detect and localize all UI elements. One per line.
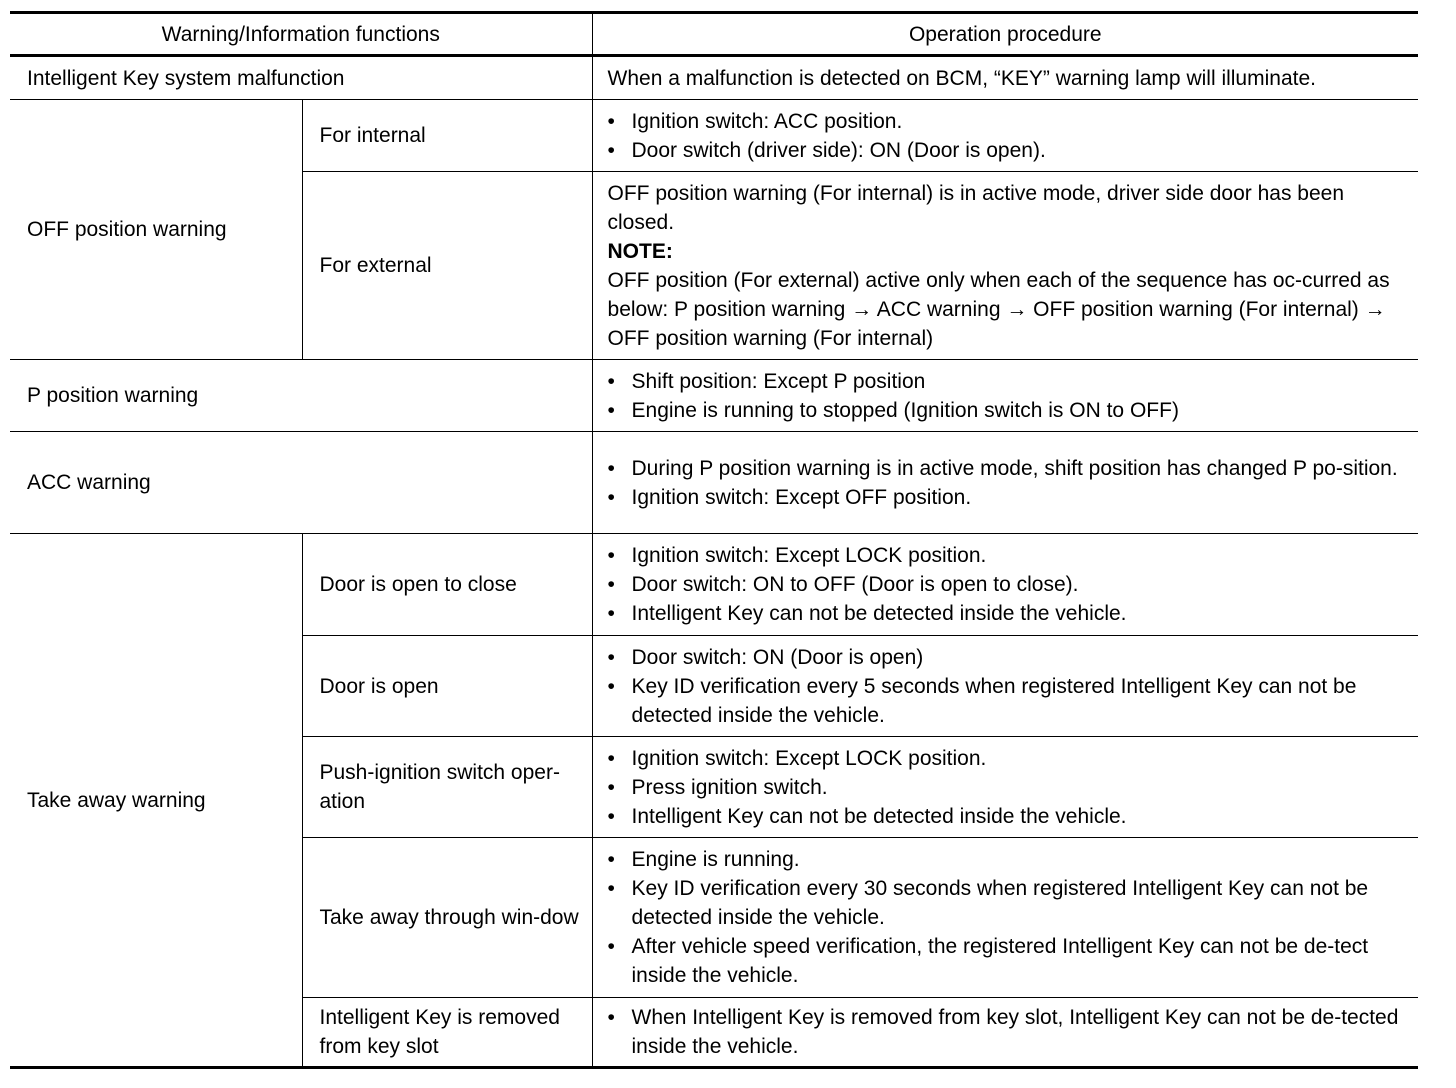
sub-function-label: Take away through win-dow bbox=[302, 838, 592, 998]
note-text: OFF position (For external) active only when each of the sequence has oc-curred as below: P position warning → ACC warning → OFF position warning (For internal) → OFF position warning (For internal) bbox=[607, 268, 1390, 350]
table-row bbox=[10, 360, 1418, 432]
list-item: • Ignition switch: ACC position. bbox=[608, 107, 1411, 136]
sub-function-label: For internal bbox=[302, 100, 592, 172]
header-procedure: Operation procedure bbox=[592, 13, 1418, 56]
sub-function-label: Door is open to close bbox=[302, 534, 592, 636]
procedure-text: OFF position warning (For internal) is in active mode, driver side door has been closed. bbox=[607, 181, 1345, 234]
sub-function-label: Intelligent Key is removed from key slot bbox=[302, 998, 592, 1068]
sub-function-label: For external bbox=[302, 172, 592, 360]
table-row bbox=[10, 100, 1418, 172]
procedure-list-cell bbox=[592, 432, 1418, 534]
list-item: • Intelligent Key can not be detected inside the vehicle. bbox=[608, 599, 1411, 628]
list-item: • Door switch: ON (Door is open) bbox=[608, 643, 1411, 672]
table-row bbox=[10, 534, 1418, 636]
list-item: • Intelligent Key can not be detected inside the vehicle. bbox=[608, 802, 1411, 831]
sub-function-label: Door is open bbox=[302, 636, 592, 737]
list-item: • Ignition switch: Except OFF position. bbox=[608, 483, 1411, 512]
warning-functions-table bbox=[10, 11, 1418, 1069]
function-label: ACC warning bbox=[10, 432, 592, 534]
procedure-list-cell bbox=[592, 360, 1418, 432]
list-item: • Door switch (driver side): ON (Door is open). bbox=[608, 136, 1411, 165]
list-item: • Engine is running to stopped (Ignition switch is ON to OFF) bbox=[608, 396, 1411, 425]
list-item: • Shift position: Except P position bbox=[608, 367, 1411, 396]
list-item: • During P position warning is in active mode, shift position has changed P po-sition. bbox=[608, 454, 1411, 483]
list-item: • After vehicle speed verification, the registered Intelligent Key can not be de-tect inside the vehicle. bbox=[608, 932, 1411, 990]
procedure-list-cell bbox=[592, 534, 1418, 636]
function-label: Take away warning bbox=[10, 534, 302, 1068]
function-label: Intelligent Key system malfunction bbox=[10, 56, 592, 100]
function-label: OFF position warning bbox=[10, 100, 302, 360]
list-item: • When Intelligent Key is removed from key slot, Intelligent Key can not be de-tected inside the vehicle. bbox=[608, 1003, 1411, 1061]
procedure-list-cell bbox=[592, 100, 1418, 172]
list-item: • Press ignition switch. bbox=[608, 773, 1411, 802]
table-row bbox=[10, 56, 1418, 100]
procedure-text: When a malfunction is detected on BCM, “KEY” warning lamp will illuminate. bbox=[592, 56, 1418, 100]
procedure-list-cell bbox=[592, 737, 1418, 838]
sub-function-label: Push-ignition switch oper-ation bbox=[302, 737, 592, 838]
header-functions: Warning/Information functions bbox=[10, 13, 592, 56]
list-item: • Key ID verification every 30 seconds when registered Intelligent Key can not be detected inside the vehicle. bbox=[608, 874, 1411, 932]
list-item: • Key ID verification every 5 seconds when registered Intelligent Key can not be detected inside the vehicle. bbox=[608, 672, 1411, 730]
procedure-list-cell bbox=[592, 838, 1418, 998]
table-header-row bbox=[10, 13, 1418, 56]
procedure-cell bbox=[592, 172, 1418, 360]
list-item: • Ignition switch: Except LOCK position. bbox=[608, 744, 1411, 773]
table-row bbox=[10, 432, 1418, 534]
procedure-list-cell bbox=[592, 636, 1418, 737]
procedure-list-cell bbox=[592, 998, 1418, 1068]
list-item: • Ignition switch: Except LOCK position. bbox=[608, 541, 1411, 570]
list-item: • Door switch: ON to OFF (Door is open to close). bbox=[608, 570, 1411, 599]
note-label: NOTE: bbox=[607, 239, 673, 263]
function-label: P position warning bbox=[10, 360, 592, 432]
list-item: • Engine is running. bbox=[608, 845, 1411, 874]
